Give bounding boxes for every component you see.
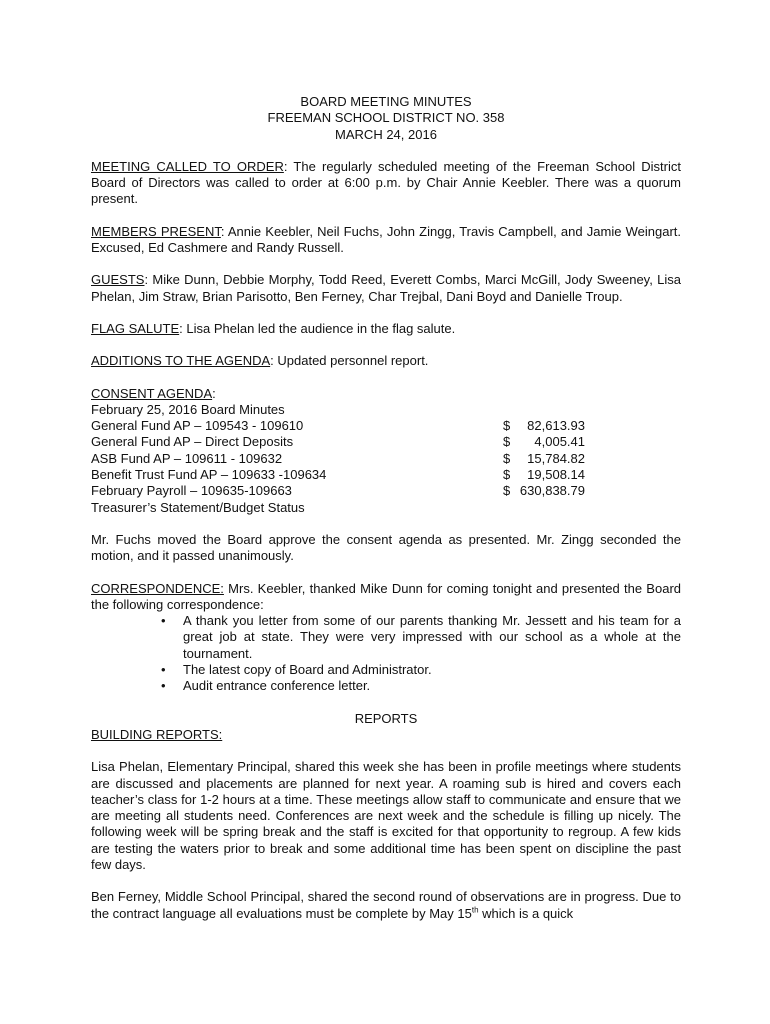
- consent-item: [91, 483, 681, 499]
- called-to-order-section: [91, 159, 681, 208]
- correspondence-list: [91, 613, 681, 694]
- called-to-order-heading: MEETING CALLED TO ORDER: [91, 158, 284, 174]
- guests-heading: GUESTS: [91, 272, 145, 288]
- ordinal-suffix: th: [471, 905, 479, 915]
- correspondence-text: Mrs. Keebler, thanked Mike Dunn for coming tonight and presented the Board the following correspondence:: [91, 580, 681, 612]
- consent-item-amount: 4,005.41: [534, 434, 585, 450]
- middle-school-text-b: which is a quick: [478, 905, 574, 921]
- consent-item-label: General Fund AP – Direct Deposits: [91, 434, 294, 450]
- consent-item: [91, 434, 681, 450]
- middle-school-text-a: Ben Ferney, Middle School Principal, shared the second round of observations are in progress. Due to the contract language all evaluations must be complete by May 15: [91, 889, 681, 921]
- consent-item-currency: [503, 500, 515, 516]
- consent-item-label: Benefit Trust Fund AP – 109633 -109634: [91, 467, 327, 483]
- members-present-heading: MEMBERS PRESENT: [91, 223, 221, 239]
- header-district: FREEMAN SCHOOL DISTRICT NO. 358: [267, 110, 505, 126]
- consent-item-label: Treasurer’s Statement/Budget Status: [91, 499, 305, 515]
- consent-item-currency: $: [503, 450, 511, 466]
- additions-section: [91, 353, 681, 369]
- middle-school-report-paragraph: [91, 889, 681, 922]
- reports-title: REPORTS: [354, 710, 418, 726]
- bullet-icon: •: [161, 662, 166, 678]
- consent-item-amount: 15,784.82: [527, 450, 585, 466]
- consent-agenda-section: [91, 386, 681, 516]
- consent-item-amount: [515, 402, 585, 418]
- consent-item-amount: 19,508.14: [527, 467, 585, 483]
- list-item: [161, 678, 681, 694]
- guests-section: [91, 272, 681, 305]
- consent-item-currency: $: [503, 483, 511, 499]
- consent-item-currency: $: [503, 418, 511, 434]
- minutes-document: [91, 94, 681, 938]
- consent-item: [91, 467, 681, 483]
- building-reports-heading: BUILDING REPORTS:: [91, 726, 223, 742]
- correspondence-section: [91, 581, 681, 695]
- flag-salute-heading: FLAG SALUTE: [91, 320, 180, 336]
- header-title: BOARD MEETING MINUTES: [300, 94, 472, 109]
- motion-paragraph: Mr. Fuchs moved the Board approve the consent agenda as presented. Mr. Zingg seconded the motion, and it passed unanimously.: [91, 531, 681, 564]
- guests-text: : Mike Dunn, Debbie Morphy, Todd Reed, Everett Combs, Marci McGill, Jody Sweeney, Lisa Phelan, Jim Straw, Brian Parisotto, Ben Ferney, Char Trejbal, Dani Boyd and Danielle Troup.: [91, 272, 681, 304]
- members-present-section: [91, 224, 681, 257]
- header-date: MARCH 24, 2016: [335, 126, 437, 142]
- bullet-icon: •: [161, 613, 166, 629]
- consent-agenda-heading: CONSENT AGENDA: [91, 385, 213, 401]
- consent-item: [91, 402, 681, 418]
- list-item: [161, 613, 681, 662]
- consent-item-label: February Payroll – 109635-109663: [91, 483, 292, 499]
- consent-item-label: February 25, 2016 Board Minutes: [91, 401, 285, 417]
- consent-agenda-colon: :: [212, 385, 216, 401]
- consent-item-amount: 82,613.93: [527, 418, 585, 434]
- correspondence-heading: CORRESPONDENCE:: [91, 580, 224, 596]
- list-item-text: The latest copy of Board and Administrator.: [183, 662, 432, 678]
- called-to-order-text: : The regularly scheduled meeting of the Freeman School District Board of Directors was called to order at 6:00 p.m. by Chair Annie Keebler. There was a quorum present.: [91, 158, 681, 207]
- elementary-report-paragraph: Lisa Phelan, Elementary Principal, shared this week she has been in profile meetings where students are discussed and placements are planned for next year. A roaming sub is hired and covers each teacher’s class for 1-2 hours at a time. These meetings allow staff to communicate and ensure that we are meeting all students need. Conferences are next week and the schedule is filling up nicely. The following week will be spring break and the staff is excited for that opportunity to regroup. A few kids are testing the waters prior to break and some additional time has been spent on discipline the past few days.: [91, 759, 681, 872]
- consent-item: [91, 500, 681, 516]
- list-item-text: A thank you letter from some of our parents thanking Mr. Jessett and his team for a great job at state. They were very impressed with our school as a whole at the tournament.: [183, 613, 681, 661]
- consent-item-currency: $: [503, 467, 511, 483]
- bullet-icon: •: [161, 678, 166, 694]
- flag-salute-text: : Lisa Phelan led the audience in the flag salute.: [179, 320, 456, 336]
- list-item: [161, 662, 681, 678]
- list-item-text: Audit entrance conference letter.: [183, 678, 371, 694]
- document-header: [91, 94, 681, 143]
- members-present-text: : Annie Keebler, Neil Fuchs, John Zingg, Travis Campbell, and Jamie Weingart. Excused, Ed Cashmere and Randy Russell.: [91, 223, 681, 256]
- consent-item-currency: $: [503, 434, 511, 450]
- consent-item: [91, 418, 681, 434]
- consent-item-amount: 630,838.79: [519, 483, 585, 499]
- consent-item: [91, 451, 681, 467]
- flag-salute-section: [91, 321, 681, 337]
- consent-item-label: ASB Fund AP – 109611 - 109632: [91, 450, 283, 466]
- additions-heading: ADDITIONS TO THE AGENDA: [91, 353, 271, 369]
- additions-text: : Updated personnel report.: [270, 353, 429, 369]
- consent-item-currency: [503, 402, 515, 418]
- consent-item-label: General Fund AP – 109543 - 109610: [91, 418, 304, 434]
- consent-item-amount: [515, 500, 585, 516]
